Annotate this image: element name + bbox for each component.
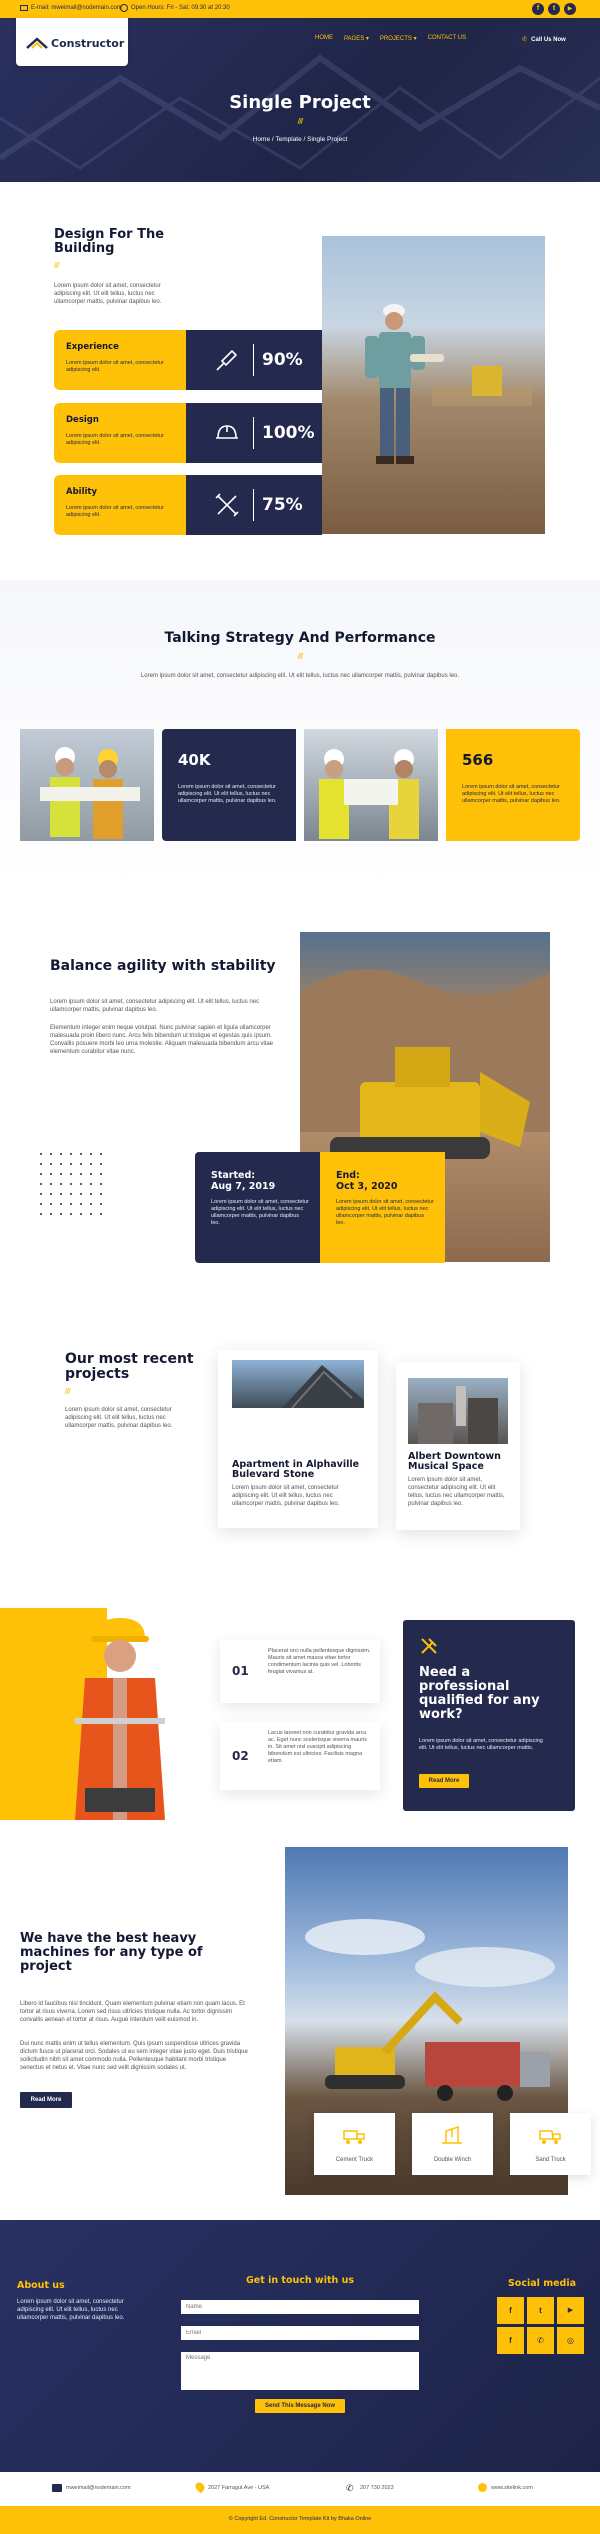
- location-icon: [194, 2481, 207, 2494]
- youtube-icon[interactable]: ▶: [557, 2297, 584, 2324]
- breadcrumb[interactable]: Home / Template / Single Project: [252, 136, 348, 143]
- name-input[interactable]: [181, 2300, 419, 2314]
- topbar-email: E-mail: mweimail@nodemain.com: [31, 5, 122, 11]
- design-title-decoration: ///: [54, 261, 59, 269]
- project-text: Lorem ipsum dolor sit amet, consectetur adipiscing elit. Ut elit tellus, luctus nec ullamcorper mattis, pulvinar dapibus leo.: [408, 1477, 505, 1507]
- skill-divider: [253, 489, 254, 521]
- started-label: Started:: [211, 1170, 256, 1181]
- facebook-icon[interactable]: f: [497, 2297, 524, 2324]
- tools-icon: [214, 492, 240, 518]
- strategy-title: Talking Strategy And Performance: [164, 630, 436, 646]
- mail-icon: [20, 5, 28, 11]
- stat-card-566: [446, 729, 580, 841]
- nav-contact[interactable]: CONTACT US: [427, 35, 467, 41]
- skill-label: Experience: [66, 342, 119, 352]
- stat-value: 40K: [178, 751, 211, 769]
- nav-home[interactable]: HOME: [315, 35, 333, 41]
- stat-card-40k: [162, 729, 296, 841]
- engineers-illustration: [20, 729, 154, 841]
- top-bar: [0, 0, 600, 18]
- skill-text: Lorem ipsum dolor sit amet, consectetur adipiscing elit.: [66, 360, 164, 373]
- project-title: Albert Downtown Musical Space: [408, 1451, 501, 1472]
- topbar-hours: Open Hours: Fri - Sat: 09:30 at 20:30: [131, 5, 230, 11]
- logo-icon: [26, 37, 48, 49]
- feature-number: 01: [232, 1664, 249, 1678]
- heavy-title: We have the best heavy machines for any type of project: [20, 1931, 203, 1974]
- design-text: Lorem ipsum dolor sit amet, consectetur adipiscing elit. Ut elit tellus, luctus nec ullamcorper mattis, pulvinar dapibus leo.: [54, 283, 162, 305]
- about-title: About us: [17, 2280, 65, 2291]
- engineers-plan-illustration: [304, 729, 438, 841]
- stat-text: Lorem ipsum dolor sit amet, consectetur adipiscing elit. Ut elit tellus, luctus nec ullamcorper mattis, pulvinar dapibus leo.: [178, 784, 277, 804]
- recent-text: Lorem ipsum dolor sit amet, consectetur adipiscing elit. Ut elit tellus, luctus nec ullamcorper mattis, pulvinar dapibus leo.: [65, 1407, 173, 1429]
- roof-illustration: [232, 1360, 364, 1408]
- project-worker-photo: [322, 236, 545, 534]
- skill-value: 90%: [262, 350, 303, 370]
- equipment-card-sand-truck[interactable]: [510, 2113, 591, 2175]
- mail-icon: [52, 2484, 62, 2492]
- skill-row-ability: [54, 475, 332, 535]
- skill-text: Lorem ipsum dolor sit amet, consectetur adipiscing elit.: [66, 433, 164, 446]
- clock-icon: [120, 4, 128, 12]
- facebook-icon[interactable]: f: [497, 2327, 524, 2354]
- dots-pattern: [38, 1151, 118, 1231]
- phone-icon: ✆: [346, 2483, 354, 2493]
- chevron-down-icon: ▾: [413, 36, 417, 42]
- brush-icon: [214, 347, 240, 373]
- engineers-photo-1: [20, 729, 154, 841]
- copyright-text: © Copyright Ed. Constructor Template Kit by Bhaka Online: [228, 2516, 372, 2522]
- email-input[interactable]: [181, 2326, 419, 2340]
- end-text: Lorem ipsum dolor sit amet, consectetur adipiscing elit. Ut elit tellus, luctus nec ullamcorper mattis, pulvinar dapibus leo.: [336, 1199, 434, 1226]
- info-website[interactable]: www.sitelink.com: [491, 2485, 533, 2491]
- skill-value: 100%: [262, 423, 315, 443]
- balance-title: Balance agility with stability: [50, 958, 276, 974]
- cement-truck-icon: [342, 2125, 366, 2145]
- helmet-icon: [214, 420, 240, 446]
- chevron-down-icon: ▾: [365, 36, 369, 42]
- send-message-button[interactable]: Send This Message Now: [255, 2399, 345, 2413]
- logo-text: Constructor: [51, 37, 125, 50]
- sand-truck-icon: [538, 2125, 562, 2145]
- nav-projects[interactable]: [380, 35, 417, 45]
- message-input[interactable]: [181, 2352, 419, 2390]
- design-title: Design For The Building: [54, 227, 165, 256]
- building-illustration: [408, 1378, 508, 1444]
- feature-text: Placerat orci nulla pellentesque dignissim. Mauris sit amet massa vitae tortor condimentum lacinia quis vel. Lobortis feugiat vivamus at.: [268, 1648, 371, 1675]
- cta-title: Need a professional qualified for any work?: [419, 1665, 540, 1722]
- started-text: Lorem ipsum dolor sit amet, consectetur adipiscing elit. Ut elit tellus, luctus nec ullamcorper mattis, pulvinar dapibus leo.: [211, 1199, 309, 1226]
- heavy-read-more-button[interactable]: Read More: [20, 2092, 72, 2108]
- started-date: Aug 7, 2019: [211, 1181, 276, 1192]
- skill-value-box: [186, 330, 322, 390]
- hammer-wrench-icon: [419, 1636, 439, 1656]
- project-card-1[interactable]: [218, 1350, 378, 1528]
- skill-label-box: [54, 475, 186, 535]
- skill-row-design: [54, 403, 332, 463]
- recent-title: Our most recent projects: [65, 1351, 194, 1382]
- heavy-text-2: Dui nunc mattis enim ut tellus elementum. Quis ipsum suspendisse ultrices gravida dictum fusce ut placerat orci. Sodales ut eu sem integer vitae justo eget. Duis tristique sollicitudin nibh sit amet commodo nulla. Pellentesque habitant morbi tristique senectus et netus et. Vitae nunc sed velit dignissim sodales ut.: [20, 2041, 248, 2071]
- skill-divider: [253, 344, 254, 376]
- skill-value-box: [186, 403, 322, 463]
- balance-text-1: Lorem ipsum dolor sit amet, consectetur adipiscing elit. Ut elit tellus, luctus nec ullamcorper mattis, pulvinar dapibus leo.: [50, 999, 260, 1013]
- skill-label-box: [54, 330, 186, 390]
- skill-row-experience: [54, 330, 332, 390]
- equipment-card-cement-truck[interactable]: [314, 2113, 395, 2175]
- contact-title: Get in touch with us: [245, 2275, 354, 2286]
- started-card: [195, 1152, 320, 1263]
- equipment-label: Sand Truck: [535, 2157, 566, 2163]
- social-title: Social media: [507, 2278, 577, 2289]
- worker-illustration: [322, 236, 545, 534]
- about-text: Lorem ipsum dolor sit amet, consectetur adipiscing elit. Ut elit tellus, luctus nec ullamcorper mattis, pulvinar dapibus leo.: [17, 2299, 125, 2321]
- skill-divider: [253, 417, 254, 449]
- engineers-photo-2: [304, 729, 438, 841]
- cta-text: Lorem ipsum dolor sit amet, consectetur adipiscing elit. Ut elit tellus, luctus nec ullamcorper mattis.: [419, 1738, 543, 1751]
- project-text: Lorem ipsum dolor sit amet, consectetur adipiscing elit. Ut elit tellus, luctus nec ullamcorper mattis, pulvinar dapibus leo.: [232, 1485, 340, 1507]
- title-decoration: ///: [297, 117, 303, 125]
- social-grid: [497, 2297, 585, 2385]
- equipment-card-double-winch[interactable]: [412, 2113, 493, 2175]
- skill-value-box: [186, 475, 322, 535]
- main-nav: [315, 35, 466, 45]
- project-image-roof: [232, 1360, 364, 1408]
- end-card: [320, 1152, 445, 1263]
- twitter-icon[interactable]: t: [548, 3, 560, 15]
- skill-value: 75%: [262, 495, 303, 515]
- skill-label: Ability: [66, 487, 98, 497]
- youtube-icon[interactable]: ▶: [564, 3, 576, 15]
- nav-pages[interactable]: [344, 35, 369, 45]
- feature-card-02: [220, 1722, 380, 1790]
- twitter-icon[interactable]: t: [527, 2297, 554, 2324]
- skill-text: Lorem ipsum dolor sit amet, consectetur adipiscing elit.: [66, 505, 164, 518]
- end-date: Oct 3, 2020: [336, 1181, 398, 1192]
- strategy-title-decoration: ///: [297, 652, 303, 660]
- nav-projects-label: PROJECTS: [379, 36, 412, 42]
- info-email[interactable]: mweimail@nodemain.com: [66, 2485, 131, 2491]
- strategy-text: Lorem ipsum dolor sit amet, consectetur adipiscing elit. Ut elit tellus, luctus nec ullamcorper mattis, pulvinar dapibus leo.: [140, 673, 460, 679]
- project-card-2[interactable]: [396, 1362, 520, 1530]
- info-address: 2027 Farragut Ave - USA: [208, 2485, 270, 2491]
- cta-read-more-button[interactable]: Read More: [419, 1774, 469, 1788]
- info-phone[interactable]: 207 730 2023: [360, 2485, 394, 2491]
- logo-box[interactable]: [16, 18, 128, 66]
- feature-text: Lacus laoreet non curabitur gravida arcu ac. Eget nunc scelerisque viverra mauris in. Sit amet nisl suscipit adipiscing bibendum est ultricies. Facilisis magna etiam.: [268, 1730, 368, 1764]
- balance-text-2: Elementum integer enim neque volutpat. Nunc pulvinar sapien et ligula ullamcorper malesuada proin libero nunc. Arcu felis bibendum ut tristique et egestas quis ipsum. Convallis posuere morbi leo urna molestie. Aliquam malesuada bibendum arcu vitae elementum curabitur vitae nunc.: [50, 1025, 274, 1055]
- phone-icon[interactable]: ✆: [527, 2327, 554, 2354]
- skill-label: Design: [66, 415, 99, 425]
- end-label: End:: [336, 1170, 360, 1181]
- phone-icon: ✆: [522, 37, 528, 43]
- skill-label-box: [54, 403, 186, 463]
- footer-info-bar: [0, 2472, 600, 2506]
- feature-number: 02: [232, 1749, 249, 1763]
- project-title: Apartment in Alphaville Bulevard Stone: [232, 1459, 360, 1480]
- instagram-icon[interactable]: ◎: [557, 2327, 584, 2354]
- feature-card-01: [220, 1640, 380, 1703]
- call-us-button[interactable]: [511, 31, 577, 48]
- copyright-bar: [0, 2506, 600, 2534]
- stat-value: 566: [462, 751, 494, 769]
- stat-text: Lorem ipsum dolor sit amet, consectetur adipiscing elit. Ut elit tellus, luctus nec ullamcorper mattis, pulvinar dapibus leo.: [462, 784, 561, 804]
- equipment-label: Double Winch: [433, 2157, 472, 2163]
- worker-orange-photo: [55, 1618, 185, 1820]
- cta-card: [403, 1620, 575, 1811]
- double-winch-icon: [440, 2125, 464, 2145]
- recent-title-decoration: ///: [65, 1387, 70, 1395]
- page-title: Single Project: [229, 92, 371, 113]
- equipment-label: Cement Truck: [335, 2157, 374, 2163]
- orange-worker-illustration: [55, 1618, 185, 1820]
- project-image-building: [408, 1378, 508, 1444]
- call-us-label: Call Us Now: [531, 36, 566, 43]
- globe-icon: [478, 2483, 487, 2492]
- nav-pages-label: PAGES: [344, 36, 365, 42]
- heavy-text-1: Libero id faucibus nisl tincidunt. Quam elementum pulvinar etiam non quam lacus. Et tortor at risus viverra. Lorem sed risus ultricies tristique nulla. Ac tortor dignissim convallis aenean et tortor at risus. Augue interdum velit euismod in.: [20, 2001, 245, 2023]
- facebook-icon[interactable]: f: [532, 3, 544, 15]
